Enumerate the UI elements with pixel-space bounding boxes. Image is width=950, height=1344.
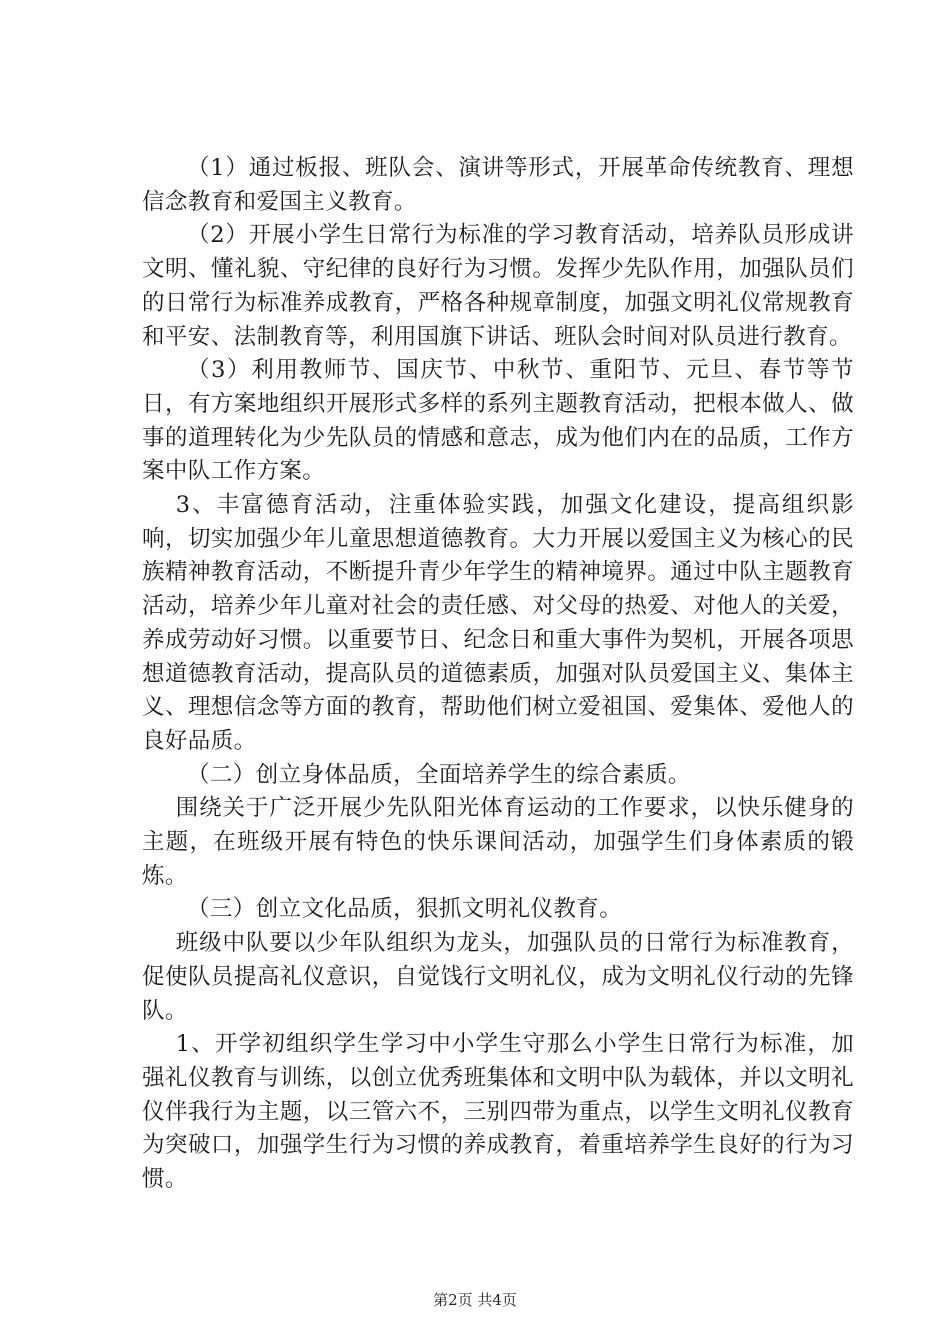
- section-heading: （三）创立文化品质，狠抓文明礼仪教育。: [187, 896, 623, 923]
- paragraph: （1）通过板报、班队会、演讲等形式，开展革命传统教育、理想信念教育和爱国主义教育。: [142, 155, 854, 215]
- document-body: [142, 152, 854, 1197]
- section-heading: （二）创立身体品质，全面培养学生的综合素质。: [187, 761, 691, 788]
- paragraph: 围绕关于广泛开展少先队阳光体育运动的工作要求，以快乐健身的主题，在班级开展有特色的快乐课间活动，加强学生们身体素质的锻炼。: [142, 795, 854, 889]
- paragraph: 1、开学初组织学生学习中小学生守那么小学生日常行为标准，加强礼仪教育与训练，以创立优秀班集体和文明中队为载体，并以文明礼仪伴我行为主题，以三管六不，三别四带为重点，以学生文明礼仪教育为突破口，加强学生行为习惯的养成教育，着重培养学生良好的行为习惯。: [142, 1031, 854, 1193]
- paragraph: （3）利用教师节、国庆节、中秋节、重阳节、元旦、春节等节日，有方案地组织开展形式多样的系列主题教育活动，把根本做人、做事的道理转化为少先队员的情感和意志，成为他们内在的品质，工作方案中队工作方案。: [142, 357, 854, 485]
- page-number-footer: 第2页 共4页: [433, 1291, 517, 1309]
- paragraph: 班级中队要以少年队组织为龙头，加强队员的日常行为标准教育，促使队员提高礼仪意识，自觉饯行文明礼仪，成为文明礼仪行动的先锋队。: [142, 930, 854, 1024]
- paragraph: （2）开展小学生日常行为标准的学习教育活动，培养队员形成讲文明、懂礼貌、守纪律的良好行为习惯。发挥少先队作用，加强队员们的日常行为标准养成教育，严格各种规章制度，加强文明礼仪常规教育和平安、法制教育等，利用国旗下讲话、班队会时间对队员进行教育。: [142, 222, 854, 350]
- paragraph: 3、丰富德育活动，注重体验实践，加强文化建设，提高组织影响，切实加强少年儿童思想道德教育。大力开展以爱国主义为核心的民族精神教育活动，不断提升青少年学生的精神境界。通过中队主题教育活动，培养少年儿童对社会的责任感、对父母的热爱、对他人的关爱，养成劳动好习惯。以重要节日、纪念日和重大事件为契机，开展各项思想道德教育活动，提高队员的道德素质，加强对队员爱国主义、集体主义、理想信念等方面的教育，帮助他们树立爱祖国、爱集体、爱他人的良好品质。: [142, 492, 854, 754]
